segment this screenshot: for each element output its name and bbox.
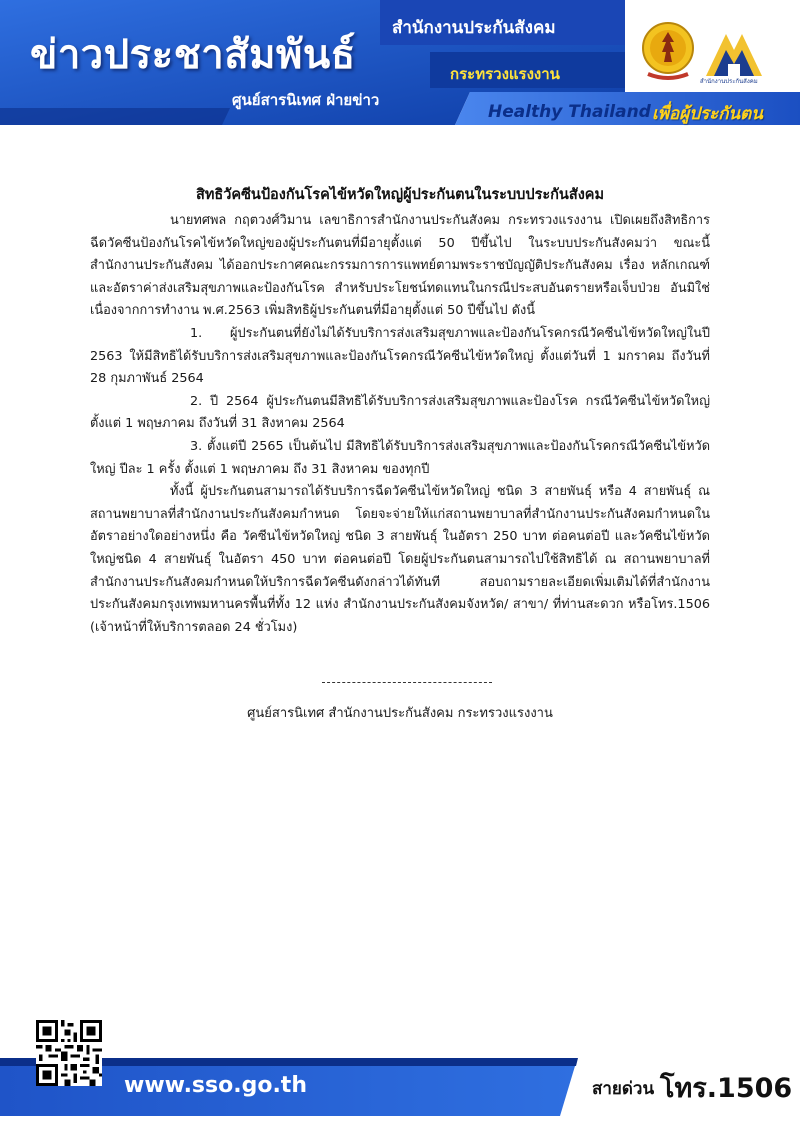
header-subtitle: ศูนย์สารนิเทศ ฝ่ายข่าว bbox=[232, 91, 380, 109]
logo-caption: สำนักงานประกันสังคม bbox=[700, 78, 758, 85]
header-slogan-en: Healthy Thailand bbox=[488, 102, 651, 122]
header-slogan-th: เพื่อผู้ประกันตน bbox=[652, 104, 763, 124]
ministry-seal-icon bbox=[640, 18, 696, 84]
document-title: สิทธิวัคซีนป้องกันโรคไข้หวัดใหญ่ผู้ประกันตนในระบบประกันสังคม bbox=[195, 187, 605, 203]
document-body bbox=[90, 210, 710, 639]
header-banner bbox=[0, 0, 800, 135]
hotline-label: สายด่วน bbox=[592, 1079, 655, 1099]
list-item: 3. ตั้งแต่ปี 2565 เป็นต้นไป มีสิทธิได้รับบริการส่งเสริมสุขภาพและป้องกันโรคกรณีวัคซีนไข้หวัดใหญ่ ปีละ 1 ครั้ง ตั้งแต่ 1 พฤษภาคม ถึง 31 สิงหาคม ของทุกปี bbox=[90, 438, 710, 477]
sso-logo-icon bbox=[702, 24, 766, 84]
list-item: 1. ผู้ประกันตนที่ยังไม่ได้รับบริการส่งเสริมสุขภาพและป้องกันโรคกรณีวัคซีนไข้หวัดใหญ่ในปี 2563 ให้มีสิทธิได้รับบริการส่งเสริมสุขภาพและป้องกันโรคกรณีวัคซีนไข้หวัดใหญ่ ตั้งแต่วันที่ 1 มกราคม ถึงวันที่ 28 กุมภาพันธ์ 2564 bbox=[90, 325, 710, 387]
separator-line bbox=[322, 682, 492, 683]
header-ministry: กระทรวงแรงงาน bbox=[450, 65, 560, 83]
intro-paragraph: นายทศพล กฤตวงศ์วิมาน เลขาธิการสำนักงานประกันสังคม กระทรวงแรงงาน เปิดเผยถึงสิทธิการฉีดวัคซีนป้องกันโรคไข้หวัดใหญ่ของผู้ประกันตนที่มีอายุตั้งแต่ 50 ปีขึ้นไป ในระบบประกันสังคมว่า ขณะนี้สำนักงานประกันสังคม ได้ออกประกาศคณะกรรมการการแพทย์ตามพระราชบัญญัติประกันสังคม เรื่อง หลักเกณฑ์และอัตราค่าส่งเสริมสุขภาพและป้องกันโรค สำหรับประโยชน์ทดแทนในกรณีประสบอันตรายหรือเจ็บป่วย อันมิใช่เนื่องจากการทำงาน พ.ศ.2563 เพิ่มสิทธิผู้ประกันตนที่มีอายุตั้งแต่ 50 ปีขึ้นไป ดังนี้ bbox=[90, 213, 710, 319]
hotline-number[interactable]: โทร.1506 bbox=[660, 1073, 793, 1104]
closing-paragraph: ทั้งนี้ ผู้ประกันตนสามารถได้รับบริการฉีดวัคซีนไข้หวัดใหญ่ ชนิด 3 สายพันธุ์ หรือ 4 สายพันธุ์ ณ สถานพยาบาลที่สำนักงานประกันสังคมกำหนด โดยจะจ่ายให้แก่สถานพยาบาลที่สำนักงานประกันสังคมกำหนดในอัตราอย่างใดอย่างหนึ่ง คือ วัคซีนไข้หวัดใหญ่ ชนิด 3 สายพันธุ์ ในอัตรา 250 บาท ต่อคนต่อปี และวัคซีนไข้หวัดใหญ่ชนิด 4 สายพันธุ์ ในอัตรา 450 บาท ต่อคนต่อปี โดยผู้ประกันตนสามารถไปใช้สิทธิได้ ณ สถานพยาบาลที่สำนักงานประกันสังคมกำหนดให้บริการฉีดวัคซีนดังกล่าวได้ทันที สอบถามรายละเอียดเพิ่มเติมได้ที่สำนักงานประกันสังคมกรุงเทพมหานครพื้นที่ทั้ง 12 แห่ง สำนักงานประกันสังคมจังหวัด/ สาขา/ ที่ท่านสะดวก หรือโทร.1506 (เจ้าหน้าที่ให้บริการตลอด 24 ชั่วโมง) bbox=[90, 484, 710, 635]
list-item: 2. ปี 2564 ผู้ประกันตนมีสิทธิได้รับบริการส่งเสริมสุขภาพและป้องโรค กรณีวัคซีนไข้หวัดใหญ่ ตั้งแต่ 1 พฤษภาคม ถึงวันที่ 31 สิงหาคม 2564 bbox=[90, 393, 710, 432]
header-title: ข่าวประชาสัมพันธ์ bbox=[30, 32, 356, 78]
signature-line: ศูนย์สารนิเทศ สำนักงานประกันสังคม กระทรวงแรงงาน bbox=[247, 706, 553, 721]
qr-code-icon[interactable] bbox=[36, 1020, 102, 1086]
header-org-name: สำนักงานประกันสังคม bbox=[392, 18, 556, 38]
website-link[interactable]: www.sso.go.th bbox=[124, 1073, 307, 1098]
